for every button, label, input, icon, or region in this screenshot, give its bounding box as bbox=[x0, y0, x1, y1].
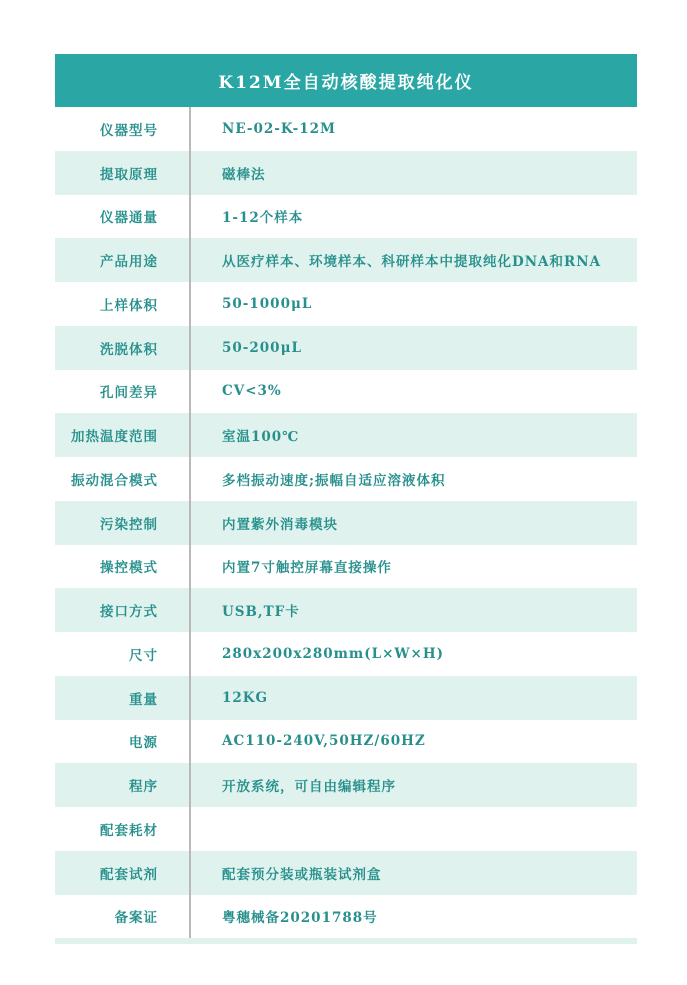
spec-row-weight bbox=[55, 676, 637, 720]
row-label: 备案证 bbox=[114, 910, 158, 927]
row-value: 室温100℃ bbox=[222, 429, 300, 446]
row-value: 12KG bbox=[222, 689, 269, 706]
row-value: 开放系统，可自由编辑程序 bbox=[222, 779, 396, 796]
spec-row-interface bbox=[55, 588, 637, 632]
spec-table bbox=[55, 54, 637, 944]
row-value: 内置紫外消毒模块 bbox=[222, 516, 338, 533]
spec-rows bbox=[55, 107, 637, 938]
spec-row-sample-volume bbox=[55, 282, 637, 326]
spec-row-consumables bbox=[55, 807, 637, 851]
row-value: 50-1000μL bbox=[222, 295, 313, 312]
spec-row-power bbox=[55, 720, 637, 764]
table-footer-bar bbox=[55, 938, 637, 944]
row-label: 仪器通量 bbox=[100, 210, 158, 227]
spec-row-principle bbox=[55, 151, 637, 195]
row-value: CV<3% bbox=[222, 383, 282, 400]
row-label: 配套耗材 bbox=[100, 822, 158, 839]
row-value: 从医疗样本、环境样本、科研样本中提取纯化DNA和RNA bbox=[222, 254, 602, 271]
row-label: 加热温度范围 bbox=[71, 429, 158, 446]
row-label: 振动混合模式 bbox=[71, 472, 158, 489]
spec-row-contamination-control bbox=[55, 501, 637, 545]
column-divider bbox=[189, 107, 191, 938]
row-value: 多档振动速度;振幅自适应溶液体积 bbox=[222, 472, 446, 489]
row-label: 仪器型号 bbox=[100, 122, 158, 139]
spec-row-mixing-mode bbox=[55, 457, 637, 501]
spec-row-well-variation bbox=[55, 370, 637, 414]
spec-row-heating-range bbox=[55, 413, 637, 457]
row-label: 上样体积 bbox=[100, 297, 158, 314]
row-label: 提取原理 bbox=[100, 166, 158, 183]
row-value: 280x200x280mm(L×W×H) bbox=[222, 645, 445, 662]
spec-row-reagents bbox=[55, 851, 637, 895]
row-value: 粤穗械备20201788号 bbox=[222, 910, 378, 927]
row-value: 磁棒法 bbox=[222, 166, 266, 183]
spec-row-throughput bbox=[55, 195, 637, 239]
spec-row-control-mode bbox=[55, 545, 637, 589]
spec-row-registration bbox=[55, 895, 637, 939]
row-label: 孔间差异 bbox=[100, 385, 158, 402]
row-label: 尺寸 bbox=[129, 647, 158, 664]
row-value: 配套预分装或瓶装试剂盒 bbox=[222, 866, 382, 883]
row-value: 50-200μL bbox=[222, 339, 302, 356]
row-value: NE-02-K-12M bbox=[222, 120, 336, 137]
row-label: 程序 bbox=[129, 779, 158, 796]
row-label: 洗脱体积 bbox=[100, 341, 158, 358]
table-title: K12M全自动核酸提取纯化仪 bbox=[55, 54, 637, 107]
row-label: 电源 bbox=[129, 735, 158, 752]
spec-row-program bbox=[55, 763, 637, 807]
row-value: USB,TF卡 bbox=[222, 604, 300, 621]
row-value: AC110-240V,50HZ/60HZ bbox=[222, 733, 426, 750]
row-label: 接口方式 bbox=[100, 604, 158, 621]
spec-row-elution-volume bbox=[55, 326, 637, 370]
row-label: 重量 bbox=[129, 691, 158, 708]
row-value: 内置7寸触控屏幕直接操作 bbox=[222, 560, 392, 577]
spec-row-application bbox=[55, 238, 637, 282]
spec-row-model bbox=[55, 107, 637, 151]
row-value: 1-12个样本 bbox=[222, 210, 304, 227]
spec-row-dimensions bbox=[55, 632, 637, 676]
row-label: 配套试剂 bbox=[100, 866, 158, 883]
row-label: 产品用途 bbox=[100, 254, 158, 271]
row-label: 操控模式 bbox=[100, 560, 158, 577]
row-label: 污染控制 bbox=[100, 516, 158, 533]
